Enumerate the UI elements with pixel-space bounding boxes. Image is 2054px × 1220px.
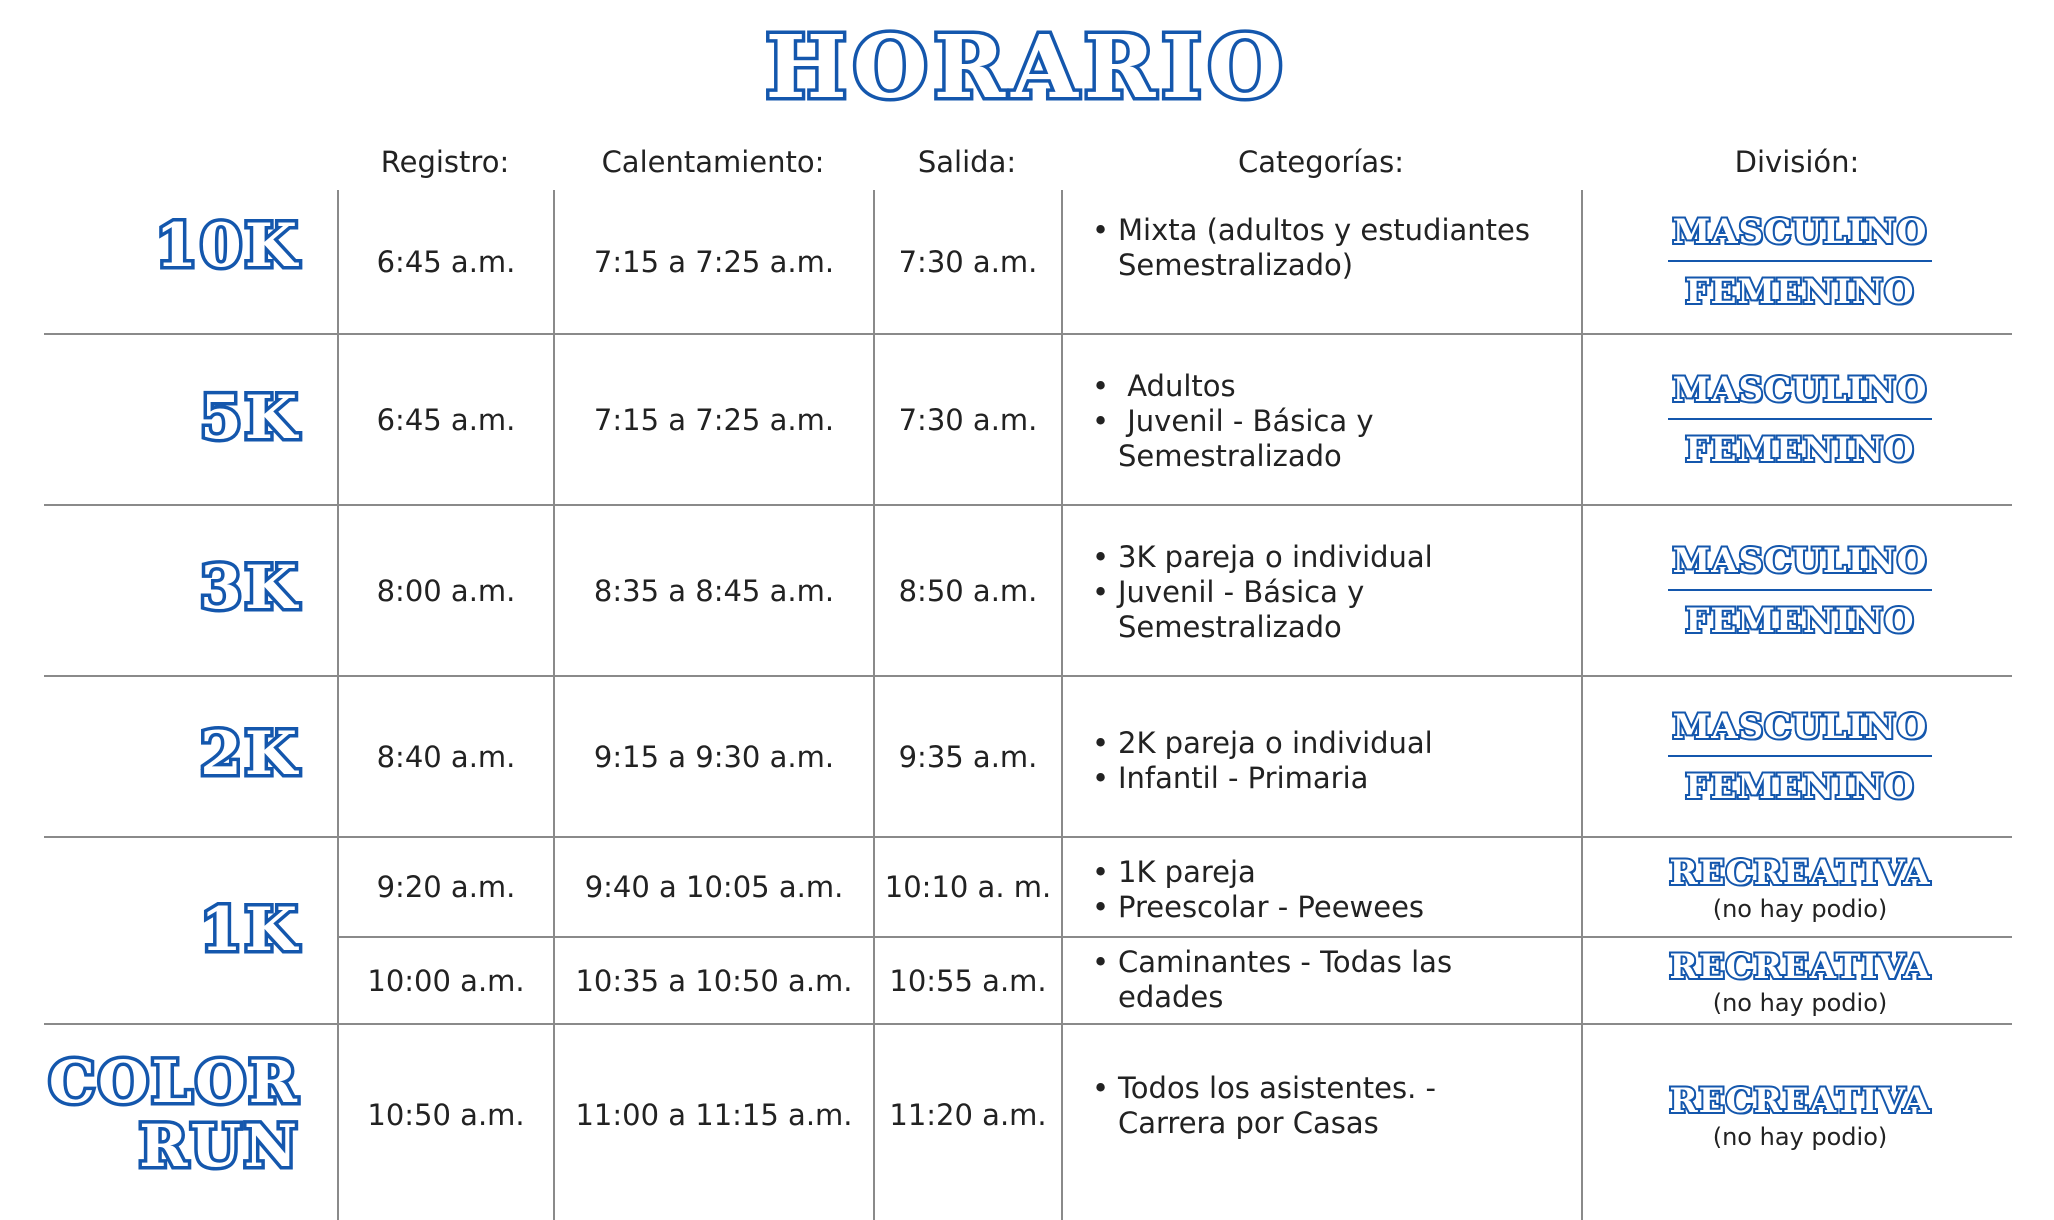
division-recreativa: RECREATIVA bbox=[1669, 1081, 1931, 1121]
salida-time: 7:30 a.m. bbox=[898, 244, 1038, 279]
categoria-text: Carrera por Casas bbox=[1118, 1106, 1379, 1140]
page-title: HORARIO bbox=[765, 17, 1289, 118]
categoria-item: • 1K pareja bbox=[1118, 855, 1578, 890]
header-division: División: bbox=[1734, 145, 1860, 179]
division-femenino: FEMENINO bbox=[1685, 766, 1915, 807]
registro-time: 6:45 a.m. bbox=[376, 402, 516, 437]
salida-time: 8:50 a.m. bbox=[898, 573, 1038, 608]
column-divider bbox=[1061, 190, 1063, 1220]
calentamiento-time: 10:35 a 10:50 a.m. bbox=[575, 963, 853, 998]
categoria-item: • Mixta (adultos y estudiantes bbox=[1118, 213, 1578, 248]
division-femenino: FEMENINO bbox=[1685, 271, 1915, 312]
division-recreativa: RECREATIVA bbox=[1669, 853, 1931, 893]
categoria-item: • Juvenil - Básica y bbox=[1118, 575, 1578, 610]
division-masculino: MASCULINO bbox=[1672, 369, 1928, 410]
header-salida: Salida: bbox=[917, 145, 1017, 179]
division-cell bbox=[1588, 838, 2012, 936]
salida-time: 11:20 a.m. bbox=[889, 1098, 1047, 1132]
header-registro: Registro: bbox=[380, 145, 510, 179]
categoria-item-continued bbox=[1118, 248, 1578, 283]
categorias-list bbox=[1058, 540, 1578, 645]
registro-time: 6:45 a.m. bbox=[376, 244, 516, 279]
calentamiento-time: 7:15 a 7:25 a.m. bbox=[593, 402, 835, 437]
registro-time: 8:00 a.m. bbox=[376, 573, 516, 608]
categoria-text: Adultos bbox=[1127, 369, 1236, 403]
distance-label: 5K bbox=[200, 383, 300, 453]
categoria-item: • 2K pareja o individual bbox=[1118, 726, 1578, 761]
division-cell bbox=[1588, 677, 2012, 836]
categoria-item: • Todos los asistentes. - bbox=[1118, 1071, 1578, 1106]
categoria-text: Semestralizado bbox=[1118, 439, 1342, 473]
categorias-list bbox=[1058, 855, 1578, 925]
categoria-item-continued bbox=[1118, 1106, 1578, 1141]
salida-time: 10:55 a.m. bbox=[889, 963, 1047, 998]
division-cell bbox=[1588, 335, 2012, 504]
categoria-item: • Infantil - Primaria bbox=[1118, 761, 1578, 796]
categoria-item bbox=[1118, 404, 1578, 439]
categoria-item: • Preescolar - Peewees bbox=[1118, 890, 1578, 925]
categoria-item bbox=[1118, 369, 1578, 404]
division-rule bbox=[1668, 418, 1932, 420]
categoria-item-continued bbox=[1118, 980, 1578, 1015]
division-femenino: FEMENINO bbox=[1685, 600, 1915, 641]
division-rule bbox=[1668, 589, 1932, 591]
categoria-item: • 3K pareja o individual bbox=[1118, 540, 1578, 575]
division-cell bbox=[1588, 938, 2012, 1023]
division-cell bbox=[1588, 1025, 2012, 1205]
calentamiento-time: 11:00 a 11:15 a.m. bbox=[575, 1098, 853, 1132]
division-rule bbox=[1668, 755, 1932, 757]
registro-time: 10:00 a.m. bbox=[367, 963, 525, 998]
salida-time: 9:35 a.m. bbox=[898, 739, 1038, 774]
categoria-item-continued bbox=[1118, 439, 1578, 474]
registro-time: 8:40 a.m. bbox=[376, 739, 516, 774]
division-recreativa: RECREATIVA bbox=[1669, 946, 1931, 987]
categorias-list bbox=[1058, 213, 1578, 283]
division-note: (no hay podio) bbox=[1712, 1123, 1888, 1151]
salida-time: 7:30 a.m. bbox=[898, 402, 1038, 437]
distance-label-line1: COLOR bbox=[48, 1048, 300, 1116]
salida-time: 10:10 a. m. bbox=[884, 870, 1052, 904]
categorias-list bbox=[1058, 726, 1578, 796]
categorias-list bbox=[1058, 945, 1578, 1015]
distance-label: 10K bbox=[155, 211, 300, 281]
division-note: (no hay podio) bbox=[1712, 988, 1888, 1017]
division-note: (no hay podio) bbox=[1712, 895, 1888, 923]
categoria-text: Semestralizado bbox=[1118, 610, 1342, 644]
header-categorias: Categorías: bbox=[1237, 145, 1404, 179]
categoria-text: Juvenil - Básica y bbox=[1127, 404, 1374, 438]
division-cell bbox=[1588, 506, 2012, 675]
column-divider bbox=[1581, 190, 1583, 1220]
calentamiento-time: 9:15 a 9:30 a.m. bbox=[593, 739, 835, 774]
division-masculino: MASCULINO bbox=[1672, 706, 1928, 747]
calentamiento-time: 8:35 a 8:45 a.m. bbox=[593, 573, 835, 608]
header-calentamiento: Calentamiento: bbox=[601, 145, 825, 179]
distance-label-line2: RUN bbox=[139, 1112, 300, 1180]
categoria-text: Semestralizado) bbox=[1118, 248, 1354, 282]
categorias-list bbox=[1058, 1071, 1578, 1141]
registro-time: 10:50 a.m. bbox=[367, 1098, 525, 1132]
distance-label: 3K bbox=[200, 553, 300, 623]
categoria-item-continued bbox=[1118, 610, 1578, 645]
categorias-list bbox=[1058, 369, 1578, 474]
calentamiento-time: 9:40 a 10:05 a.m. bbox=[584, 870, 844, 904]
division-masculino: MASCULINO bbox=[1672, 211, 1928, 252]
division-rule bbox=[1668, 260, 1932, 262]
registro-time: 9:20 a.m. bbox=[376, 870, 516, 904]
distance-label: 1K bbox=[200, 895, 300, 965]
division-cell bbox=[1588, 190, 2012, 333]
distance-label: 2K bbox=[200, 719, 300, 789]
categoria-item: • Caminantes - Todas las bbox=[1118, 945, 1578, 980]
calentamiento-time: 7:15 a 7:25 a.m. bbox=[593, 244, 835, 279]
division-femenino: FEMENINO bbox=[1685, 429, 1915, 470]
division-masculino: MASCULINO bbox=[1672, 540, 1928, 581]
categoria-text: edades bbox=[1118, 980, 1224, 1014]
